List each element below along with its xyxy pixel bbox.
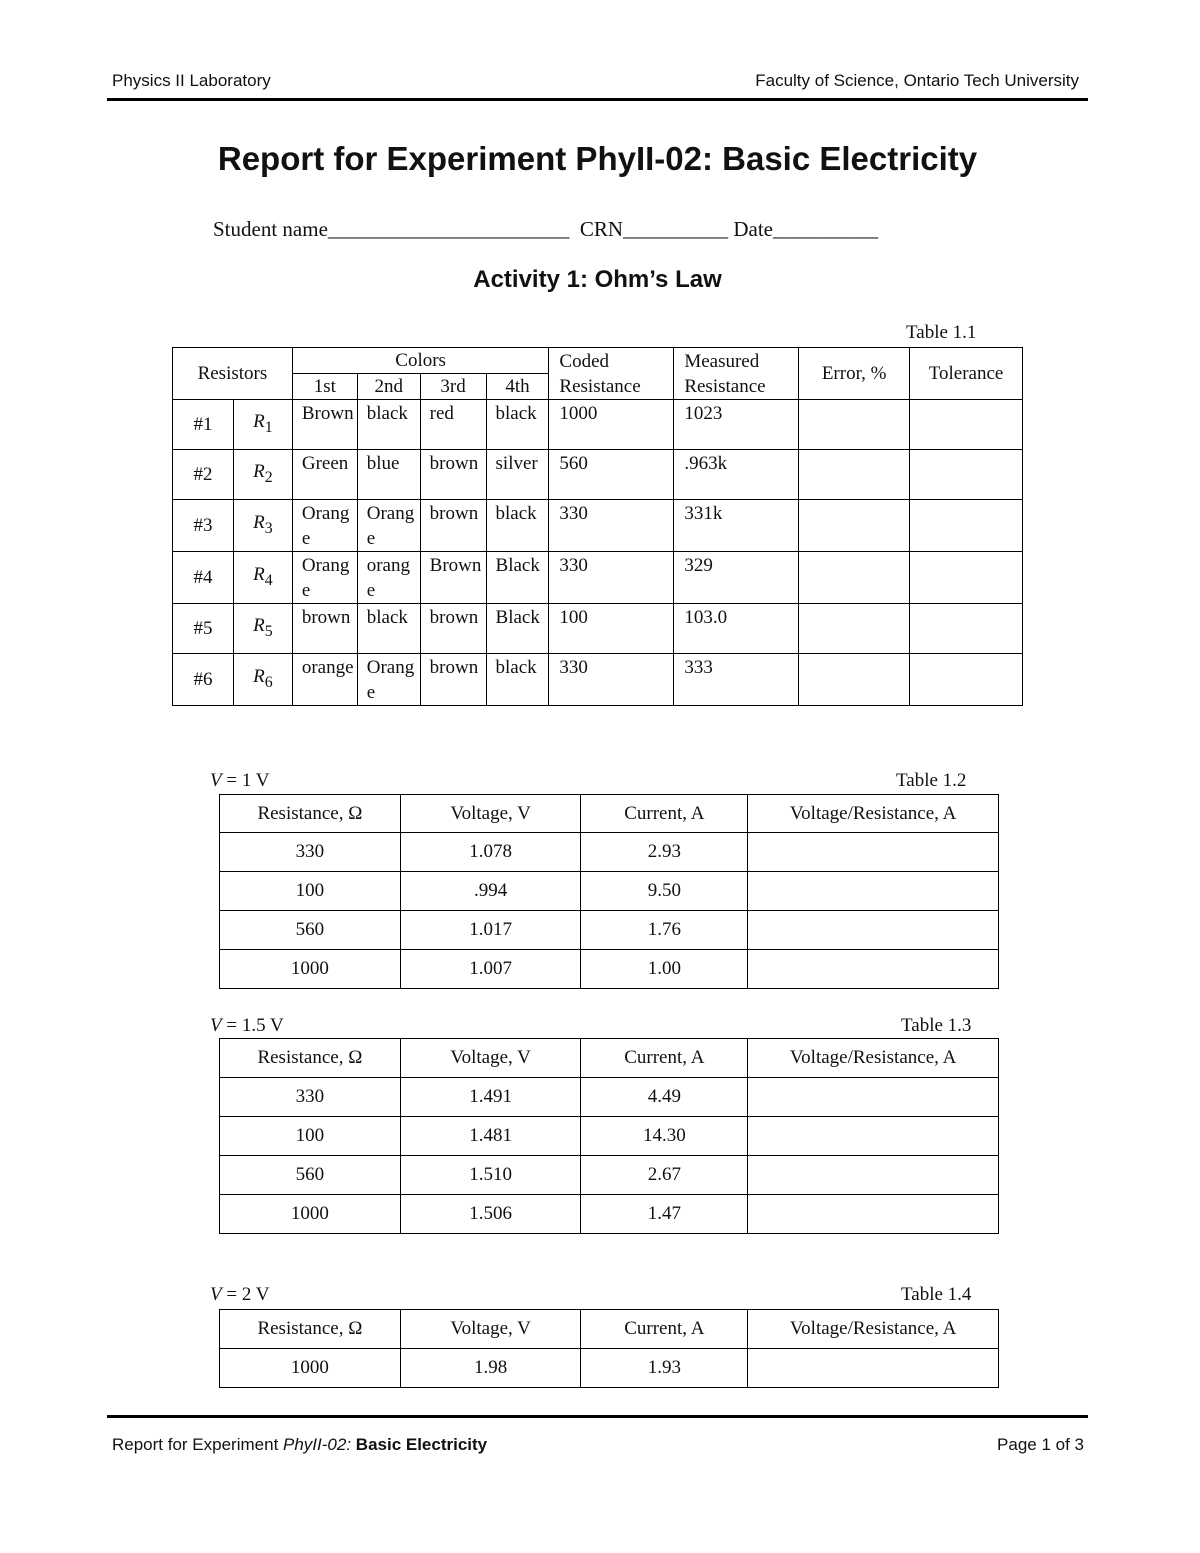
table-row <box>173 500 1023 552</box>
table-1-2-voltage: V = 1 V <box>210 770 270 791</box>
color-3rd: brown <box>420 654 486 706</box>
color-4th-header: 4th <box>486 374 549 400</box>
error-cell[interactable] <box>799 500 910 552</box>
current-header: Current, A <box>581 795 748 833</box>
color-2nd-header: 2nd <box>357 374 420 400</box>
resistors-header: Resistors <box>173 348 293 400</box>
table-row <box>173 400 1023 450</box>
table-row <box>220 872 999 911</box>
resistor-number: #5 <box>173 604 234 654</box>
resistor-number: #3 <box>173 500 234 552</box>
tolerance-cell[interactable] <box>910 552 1023 604</box>
table-1-4-voltage: V = 2 V <box>210 1284 270 1305</box>
current-cell: 14.30 <box>581 1117 748 1156</box>
tolerance-header: Tolerance <box>910 348 1023 400</box>
voltage-cell: 1.491 <box>400 1078 581 1117</box>
table-row <box>220 911 999 950</box>
coded-resistance: 330 <box>549 552 674 604</box>
current-header: Current, A <box>581 1039 748 1078</box>
tolerance-cell[interactable] <box>910 654 1023 706</box>
tolerance-cell[interactable] <box>910 500 1023 552</box>
color-2nd: orange <box>357 552 420 604</box>
date-label: Date <box>733 217 773 241</box>
color-2nd: black <box>357 604 420 654</box>
measured-resistance: 329 <box>674 552 799 604</box>
current-cell: 1.47 <box>581 1195 748 1234</box>
voltage-table-1-5v <box>219 1038 999 1234</box>
coded-resistance: 1000 <box>549 400 674 450</box>
resistor-number: #6 <box>173 654 234 706</box>
voltage-header: Voltage, V <box>400 1039 581 1078</box>
measured-resistance: .963k <box>674 450 799 500</box>
current-cell: 1.76 <box>581 911 748 950</box>
color-4th: black <box>486 500 549 552</box>
resistance-cell: 560 <box>220 911 401 950</box>
color-3rd: Brown <box>420 552 486 604</box>
coded-resistance: 560 <box>549 450 674 500</box>
resistor-table <box>172 347 1023 706</box>
table-row <box>173 450 1023 500</box>
current-cell: 2.93 <box>581 833 748 872</box>
ratio-cell[interactable] <box>748 1349 999 1388</box>
resistor-symbol: $R_1$ <box>233 400 292 450</box>
resistance-cell: 330 <box>220 1078 401 1117</box>
voltage-cell: 1.506 <box>400 1195 581 1234</box>
footer-divider <box>107 1415 1088 1418</box>
coded-resistance-header: Coded Resistance <box>549 348 674 400</box>
table-row <box>220 833 999 872</box>
header-divider <box>107 98 1088 101</box>
date-blank[interactable]: __________ <box>773 217 878 241</box>
tolerance-cell[interactable] <box>910 400 1023 450</box>
resistance-cell: 1000 <box>220 1349 401 1388</box>
color-2nd: blue <box>357 450 420 500</box>
table-row <box>220 950 999 989</box>
voltage-table-1v <box>219 794 999 989</box>
resistance-header: Resistance, Ω <box>220 1310 401 1349</box>
error-cell[interactable] <box>799 604 910 654</box>
error-cell[interactable] <box>799 450 910 500</box>
table-row <box>173 604 1023 654</box>
resistor-symbol: $R_3$ <box>233 500 292 552</box>
resistor-number: #2 <box>173 450 234 500</box>
resistance-cell: 560 <box>220 1156 401 1195</box>
ratio-cell[interactable] <box>748 1195 999 1234</box>
ratio-cell[interactable] <box>748 872 999 911</box>
resistor-symbol: $R_4$ <box>233 552 292 604</box>
color-1st: Orange <box>292 500 357 552</box>
voltage-cell: 1.017 <box>400 911 581 950</box>
error-cell[interactable] <box>799 552 910 604</box>
color-2nd: Orange <box>357 500 420 552</box>
ratio-cell[interactable] <box>748 1078 999 1117</box>
color-1st: brown <box>292 604 357 654</box>
voltage-cell: 1.98 <box>400 1349 581 1388</box>
resistor-symbol: $R_5$ <box>233 604 292 654</box>
color-3rd: red <box>420 400 486 450</box>
error-cell[interactable] <box>799 400 910 450</box>
ratio-header: Voltage/Resistance, A <box>748 1039 999 1078</box>
resistor-number: #1 <box>173 400 234 450</box>
current-cell: 1.00 <box>581 950 748 989</box>
color-2nd: Orange <box>357 654 420 706</box>
resistor-number: #4 <box>173 552 234 604</box>
table-row <box>173 552 1023 604</box>
resistance-cell: 1000 <box>220 1195 401 1234</box>
coded-resistance: 330 <box>549 500 674 552</box>
tolerance-cell[interactable] <box>910 450 1023 500</box>
current-cell: 1.93 <box>581 1349 748 1388</box>
color-1st: Orange <box>292 552 357 604</box>
tolerance-cell[interactable] <box>910 604 1023 654</box>
color-4th: black <box>486 654 549 706</box>
error-cell[interactable] <box>799 654 910 706</box>
color-3rd-header: 3rd <box>420 374 486 400</box>
coded-resistance: 330 <box>549 654 674 706</box>
ratio-header: Voltage/Resistance, A <box>748 795 999 833</box>
resistance-cell: 330 <box>220 833 401 872</box>
resistance-cell: 100 <box>220 872 401 911</box>
ratio-cell[interactable] <box>748 911 999 950</box>
ratio-header: Voltage/Resistance, A <box>748 1310 999 1349</box>
table-row <box>220 1117 999 1156</box>
color-4th: Black <box>486 552 549 604</box>
voltage-table-2v <box>219 1309 999 1388</box>
table-row <box>173 654 1023 706</box>
voltage-cell: 1.481 <box>400 1117 581 1156</box>
color-3rd: brown <box>420 500 486 552</box>
header-course: Physics II Laboratory <box>112 71 271 90</box>
current-header: Current, A <box>581 1310 748 1349</box>
current-cell: 2.67 <box>581 1156 748 1195</box>
table-row <box>220 1156 999 1195</box>
current-cell: 4.49 <box>581 1078 748 1117</box>
table-1-4-caption: Table 1.4 <box>901 1284 972 1305</box>
crn-blank[interactable]: __________ <box>623 217 729 241</box>
colors-header: Colors <box>292 348 549 374</box>
color-1st: Brown <box>292 400 357 450</box>
voltage-header: Voltage, V <box>400 795 581 833</box>
resistor-symbol: $R_6$ <box>233 654 292 706</box>
ratio-cell[interactable] <box>748 833 999 872</box>
ratio-cell[interactable] <box>748 1156 999 1195</box>
table-1-3-caption: Table 1.3 <box>901 1015 972 1036</box>
activity-heading: Activity 1: Ohm’s Law <box>473 266 722 293</box>
header-faculty: Faculty of Science, Ontario Tech University <box>755 71 1079 90</box>
table-row <box>220 1195 999 1234</box>
color-3rd: brown <box>420 604 486 654</box>
color-2nd: black <box>357 400 420 450</box>
crn-label: CRN <box>579 217 624 241</box>
resistance-cell: 1000 <box>220 950 401 989</box>
resistance-header: Resistance, Ω <box>220 795 401 833</box>
ratio-cell[interactable] <box>748 950 999 989</box>
student-name-blank[interactable]: _______________________ <box>327 217 570 241</box>
student-name-label: Student name <box>213 217 328 241</box>
measured-resistance: 331k <box>674 500 799 552</box>
voltage-cell: .994 <box>400 872 581 911</box>
color-1st: Green <box>292 450 357 500</box>
footer-report-title: Report for Experiment PhyII-02: Basic Electricity <box>112 1435 488 1454</box>
table-1-1-caption: Table 1.1 <box>906 322 977 343</box>
table-1-3-voltage: V = 1.5 V <box>210 1015 284 1036</box>
resistor-symbol: $R_2$ <box>233 450 292 500</box>
measured-resistance: 333 <box>674 654 799 706</box>
table-row <box>220 1349 999 1388</box>
page-number: Page 1 of 3 <box>997 1435 1084 1454</box>
voltage-cell: 1.078 <box>400 833 581 872</box>
table-1-2-caption: Table 1.2 <box>896 770 967 791</box>
error-header: Error, % <box>799 348 910 400</box>
color-4th: black <box>486 400 549 450</box>
measured-resistance: 103.0 <box>674 604 799 654</box>
color-3rd: brown <box>420 450 486 500</box>
page-title: Report for Experiment PhyII-02: Basic Electricity <box>217 140 978 177</box>
current-cell: 9.50 <box>581 872 748 911</box>
color-4th: silver <box>486 450 549 500</box>
student-info-line <box>213 217 878 242</box>
color-1st: orange <box>292 654 357 706</box>
resistance-cell: 100 <box>220 1117 401 1156</box>
resistance-header: Resistance, Ω <box>220 1039 401 1078</box>
coded-resistance: 100 <box>549 604 674 654</box>
voltage-header: Voltage, V <box>400 1310 581 1349</box>
measured-resistance: 1023 <box>674 400 799 450</box>
measured-resistance-header: Measured Resistance <box>674 348 799 400</box>
ratio-cell[interactable] <box>748 1117 999 1156</box>
voltage-cell: 1.510 <box>400 1156 581 1195</box>
voltage-cell: 1.007 <box>400 950 581 989</box>
color-1st-header: 1st <box>292 374 357 400</box>
table-row <box>220 1078 999 1117</box>
color-4th: Black <box>486 604 549 654</box>
